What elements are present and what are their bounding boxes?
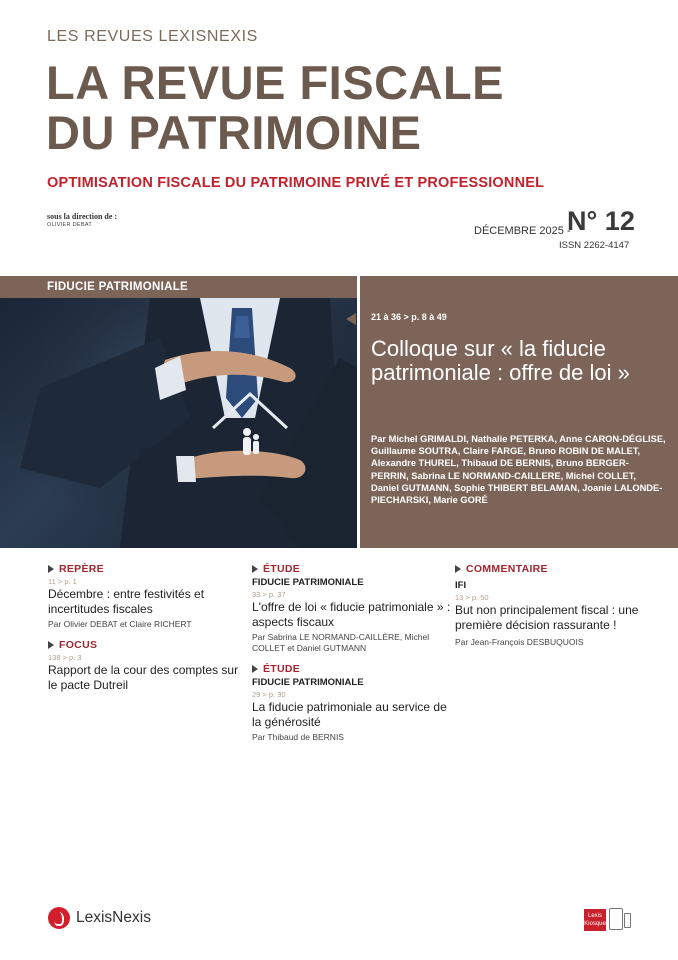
section-tag xyxy=(252,563,452,575)
article-category: FIDUCIE PATRIMONIALE xyxy=(252,577,364,588)
article-authors: Par Olivier DEBAT et Claire RICHERT xyxy=(48,619,192,629)
feature-authors: Par Michel GRIMALDI, Nathalie PETERKA, Anne CARON-DÉGLISE, Guillaume SOUTRA, Claire FARGE, Bruno ROBIN DE MALET, Alexandre THUREL, Thibaud DE BERNIS, Bruno BERGER-PERRIN, Sabrina LE NORMAND-CAILLERE, Michel COLLET, Daniel GUTMANN, Sophie THIBERT BELAMAN, Joanie LALONDE-PIECHARSKI, Marie GORÉ xyxy=(371,434,666,506)
issn: ISSN 2262-4147 xyxy=(559,240,630,251)
triangle-bullet-icon xyxy=(48,565,54,573)
businessman-house-illustration xyxy=(0,298,358,548)
triangle-bullet-icon xyxy=(48,641,54,649)
section-tag xyxy=(252,663,452,675)
direction-name: OLIVIER DEBAT xyxy=(47,222,93,228)
section-tag-label: ÉTUDE xyxy=(263,663,301,675)
section-tag xyxy=(455,563,645,575)
article-category: FIDUCIE PATRIMONIALE xyxy=(252,677,364,688)
journal-title xyxy=(46,58,504,158)
column-1 xyxy=(48,563,243,693)
triangle-bullet-icon xyxy=(252,565,258,573)
triangle-bullet-icon xyxy=(455,565,461,573)
tablet-icon xyxy=(609,908,623,930)
article-pages: 13 > p. 50 xyxy=(455,593,489,602)
article-authors: Par Sabrina LE NORMAND-CAILLÈRE, Michel COLLET et Daniel GUTMANN xyxy=(252,632,430,653)
article-pages: 138 > p. 3 xyxy=(48,653,82,662)
article-title[interactable]: Décembre : entre festivités et incertitudes fiscales xyxy=(48,587,205,616)
feature-pages: 21 à 36 > p. 8 à 49 xyxy=(371,312,447,322)
kiosque-badge-line2: Kiosque xyxy=(584,921,606,927)
issue-number: N° 12 xyxy=(567,206,635,236)
section-tag-label: FOCUS xyxy=(59,639,98,651)
journal-subtitle: OPTIMISATION FISCALE DU PATRIMOINE PRIVÉ ET PROFESSIONNEL xyxy=(47,175,545,191)
section-band-label: FIDUCIE PATRIMONIALE xyxy=(47,281,189,293)
section-tag xyxy=(48,639,243,651)
feature-title[interactable]: Colloque sur « la fiducie patrimoniale : offre de loi » xyxy=(371,336,630,385)
article-title[interactable]: L'offre de loi « fiducie patrimoniale » : aspects fiscaux xyxy=(252,600,451,629)
feature-notch xyxy=(346,313,356,325)
kiosque-badge-line1: Lexis xyxy=(587,913,602,919)
triangle-bullet-icon xyxy=(252,665,258,673)
journal-title-line1: LA REVUE FISCALE xyxy=(46,56,505,109)
journal-title-line2: DU PATRIMOINE xyxy=(46,106,422,159)
article-authors: Par Jean-François DESBUQUOIS xyxy=(455,637,584,647)
article-title[interactable]: Rapport de la cour des comptes sur le pacte Dutreil xyxy=(48,663,239,692)
lexisnexis-logo-icon xyxy=(48,907,70,929)
publisher-name: LexisNexis xyxy=(76,909,151,926)
publisher-logo[interactable] xyxy=(48,907,151,929)
phone-icon xyxy=(624,913,631,928)
article-authors: Par Thibaud de BERNIS xyxy=(252,732,344,742)
section-tag-label: COMMENTAIRE xyxy=(466,563,548,575)
column-3 xyxy=(455,563,645,648)
section-tag-label: REPÈRE xyxy=(59,563,104,575)
article-title[interactable]: But non principalement fiscal : une première décision rassurante ! xyxy=(455,603,639,632)
issue-date: DÉCEMBRE 2025 - xyxy=(474,225,571,237)
section-tag xyxy=(48,563,243,575)
column-2 xyxy=(252,563,452,743)
series-name: LES REVUES LEXISNEXIS xyxy=(47,28,258,45)
article-pages: 29 > p. 30 xyxy=(252,690,286,699)
article-title[interactable]: La fiducie patrimoniale au service de la générosité xyxy=(252,700,447,729)
article-category: IFI xyxy=(455,580,467,591)
kiosque-badge[interactable] xyxy=(584,909,606,931)
article-pages: 11 > p. 1 xyxy=(48,577,77,586)
cover-photo xyxy=(0,298,358,548)
direction-label: sous la direction de : xyxy=(47,212,118,221)
section-tag-label: ÉTUDE xyxy=(263,563,301,575)
article-pages: 33 > p. 37 xyxy=(252,590,286,599)
